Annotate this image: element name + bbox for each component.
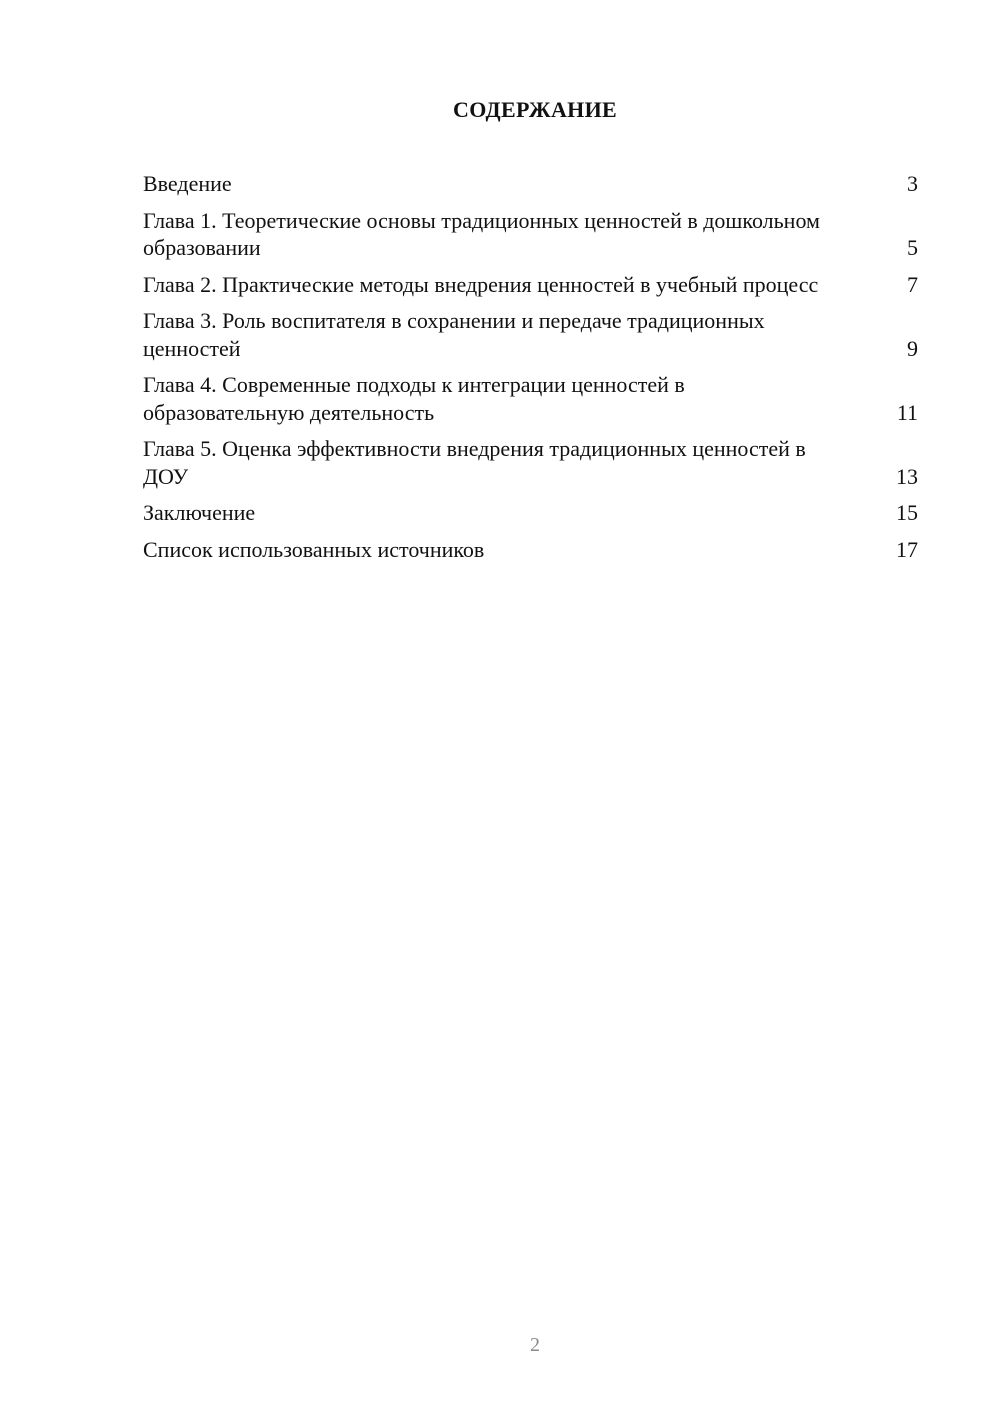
toc-entry-page: 9 xyxy=(907,335,918,361)
toc-entry-text: Глава 3. Роль воспитателя в сохранении и передаче традиционных ценностей xyxy=(143,308,765,361)
toc-entry-references xyxy=(143,536,918,564)
toc-entry-text: Глава 2. Практические методы внедрения ценностей в учебный процесс xyxy=(143,271,819,297)
table-of-contents xyxy=(143,170,918,572)
page-number: 2 xyxy=(530,1334,540,1356)
toc-entry-chapter-1 xyxy=(143,207,918,262)
toc-entry-page: 7 xyxy=(907,271,918,297)
toc-entry-page: 3 xyxy=(907,171,918,196)
toc-entry-chapter-2 xyxy=(143,271,918,299)
toc-entry-chapter-5 xyxy=(143,435,918,490)
page-title: СОДЕРЖАНИЕ xyxy=(453,97,617,122)
toc-entry-text: Глава 4. Современные подходы к интеграции ценностей в образовательную деятельность xyxy=(143,372,685,425)
toc-entry-page: 11 xyxy=(896,399,918,425)
toc-entry-page: 17 xyxy=(896,536,918,562)
toc-entry-page: 5 xyxy=(907,235,918,260)
toc-entry-conclusion xyxy=(143,499,918,527)
toc-entry-text: Глава 5. Оценка эффективности внедрения традиционных ценностей в ДОУ xyxy=(143,436,806,489)
toc-entry-chapter-4 xyxy=(143,371,918,426)
toc-entry-page: 13 xyxy=(896,463,918,489)
toc-entry-chapter-3 xyxy=(143,307,918,362)
toc-entry-text: Введение xyxy=(143,171,232,196)
toc-entry-page: 15 xyxy=(896,500,918,525)
toc-entry-text: Список использованных источников xyxy=(143,536,485,562)
toc-entry-text: Глава 1. Теоретические основы традиционных ценностей в дошкольном образовании xyxy=(143,207,820,260)
toc-entry-text: Заключение xyxy=(143,500,256,525)
toc-entry-introduction xyxy=(143,170,918,198)
